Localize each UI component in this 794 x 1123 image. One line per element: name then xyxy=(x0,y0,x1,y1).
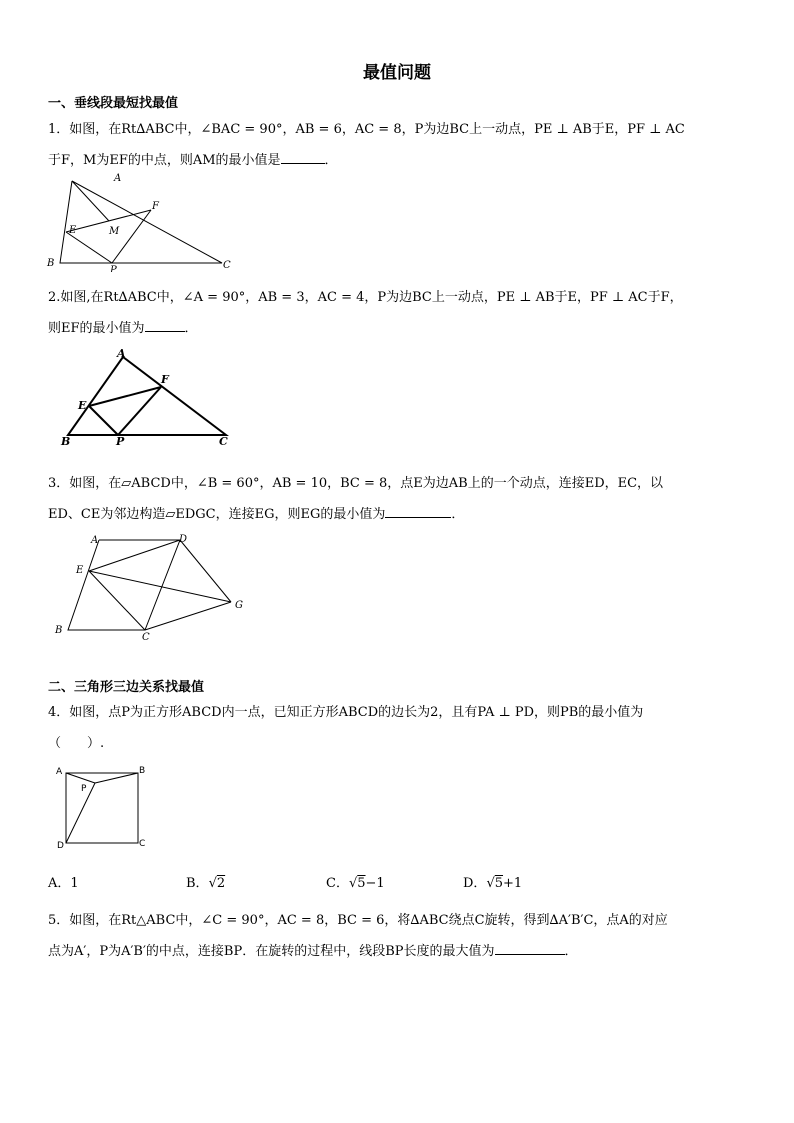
q2-label-f: F xyxy=(161,373,169,386)
q3-label-e: E xyxy=(76,565,84,576)
q3-label-c: C xyxy=(142,632,150,643)
sqrt-icon: √ xyxy=(486,876,495,891)
q3-label-g: G xyxy=(235,600,243,611)
q4-option-c[interactable] xyxy=(326,872,385,891)
q1-text-line2 xyxy=(48,149,338,168)
q4-text-line1: 4．如图，点P为正方形ABCD内一点，已知正方形ABCD的边长为2，且有PA ⊥ PD，则PB的最小值为 xyxy=(48,705,644,720)
q4-option-b-prefix: B． xyxy=(186,876,209,891)
sqrt-icon: √ xyxy=(348,876,358,891)
q2-label-c: C xyxy=(219,435,228,448)
q3-label-a: A xyxy=(91,535,99,546)
q2-answer-blank xyxy=(145,319,185,332)
q3-text-line1: 3．如图，在▱ABCD中，∠B = 60°，AB = 10，BC = 8，点E为边AB上的一个动点，连接ED，EC，以 xyxy=(48,476,664,491)
q2-text-line1: 2.如图,在Rt∆ABC中，∠A = 90°，AB = 3，AC = 4，P为边BC上一动点，PE ⊥ AB于E，PF ⊥ AC于F， xyxy=(48,290,683,305)
section-heading-1: 一、垂线段最短找最值 xyxy=(48,96,179,111)
q4-option-c-prefix: C． xyxy=(326,876,349,891)
q1-label-b: B xyxy=(47,258,55,269)
q4-label-b: B xyxy=(139,766,146,776)
q4-option-d-suffix: +1 xyxy=(503,876,523,891)
q1-label-f: F xyxy=(152,201,159,212)
q1-answer-blank xyxy=(281,151,325,164)
q3-answer-blank xyxy=(385,505,451,518)
q4-option-b-radicand: 2 xyxy=(216,876,226,891)
q1-period: ． xyxy=(324,153,338,168)
q2-label-a: A xyxy=(117,347,126,360)
q5-text: 点为A′，P为A′B′的中点，连接BP．在旋转的过程中，线段BP长度的最大值为 xyxy=(48,944,495,959)
q4-option-b[interactable] xyxy=(186,872,225,891)
sqrt-icon: √ xyxy=(208,876,217,891)
q4-option-c-suffix: −1 xyxy=(365,876,385,891)
q4-figure xyxy=(50,760,160,855)
q1-label-a: A xyxy=(114,173,122,184)
q2-label-p: P xyxy=(116,435,125,448)
q1-figure xyxy=(44,172,244,272)
q2-figure xyxy=(58,345,238,449)
q4-option-d-prefix: D． xyxy=(463,876,487,891)
q4-option-c-radicand: 5 xyxy=(357,876,366,891)
q3-figure xyxy=(48,530,258,645)
q5-period: ． xyxy=(564,944,578,959)
q4-text-line2: （ ）. xyxy=(48,736,105,751)
q1-label-p: P xyxy=(110,265,117,272)
q3-label-d: D xyxy=(179,534,188,545)
q1-label-e: E xyxy=(69,225,77,236)
q2-text-line2 xyxy=(48,317,198,336)
q3-period: ． xyxy=(451,507,465,522)
q5-text-line1: 5．如图，在Rt△ABC中，∠C = 90°，AC = 8，BC = 6，将∆ABC绕点C旋转，得到∆A′B′C，点A的对应 xyxy=(48,913,668,928)
q2-period: ． xyxy=(184,321,198,336)
q5-answer-blank xyxy=(495,942,565,955)
q1-label-c: C xyxy=(223,260,231,271)
q2-label-e: E xyxy=(78,399,87,412)
q1-text: 于F，M为EF的中点，则AM的最小值是 xyxy=(48,153,281,168)
q4-label-p: P xyxy=(81,784,87,794)
page-title: 最值问题 xyxy=(363,63,431,83)
section-heading-2: 二、三角形三边关系找最值 xyxy=(48,680,205,695)
q2-text: 则EF的最小值为 xyxy=(48,321,145,336)
q1-label-m: M xyxy=(109,226,120,237)
q4-label-a: A xyxy=(56,767,63,777)
q5-text-line2 xyxy=(48,940,578,959)
q3-text: ED、CE为邻边构造▱EDGC，连接EG，则EG的最小值为 xyxy=(48,507,386,522)
q4-option-a[interactable]: A．1 xyxy=(48,876,79,891)
q4-option-d[interactable] xyxy=(463,872,522,891)
q3-text-line2 xyxy=(48,503,464,522)
q3-label-b: B xyxy=(55,625,63,636)
q4-label-d: D xyxy=(57,841,64,851)
q2-label-b: B xyxy=(61,435,71,448)
q4-option-d-radicand: 5 xyxy=(494,876,504,891)
q1-text-line1: 1．如图，在Rt∆ABC中，∠BAC = 90°，AB = 6，AC = 8，P为边BC上一动点，PE ⊥ AB于E，PF ⊥ AC xyxy=(48,122,685,137)
q4-label-c: C xyxy=(139,839,146,849)
